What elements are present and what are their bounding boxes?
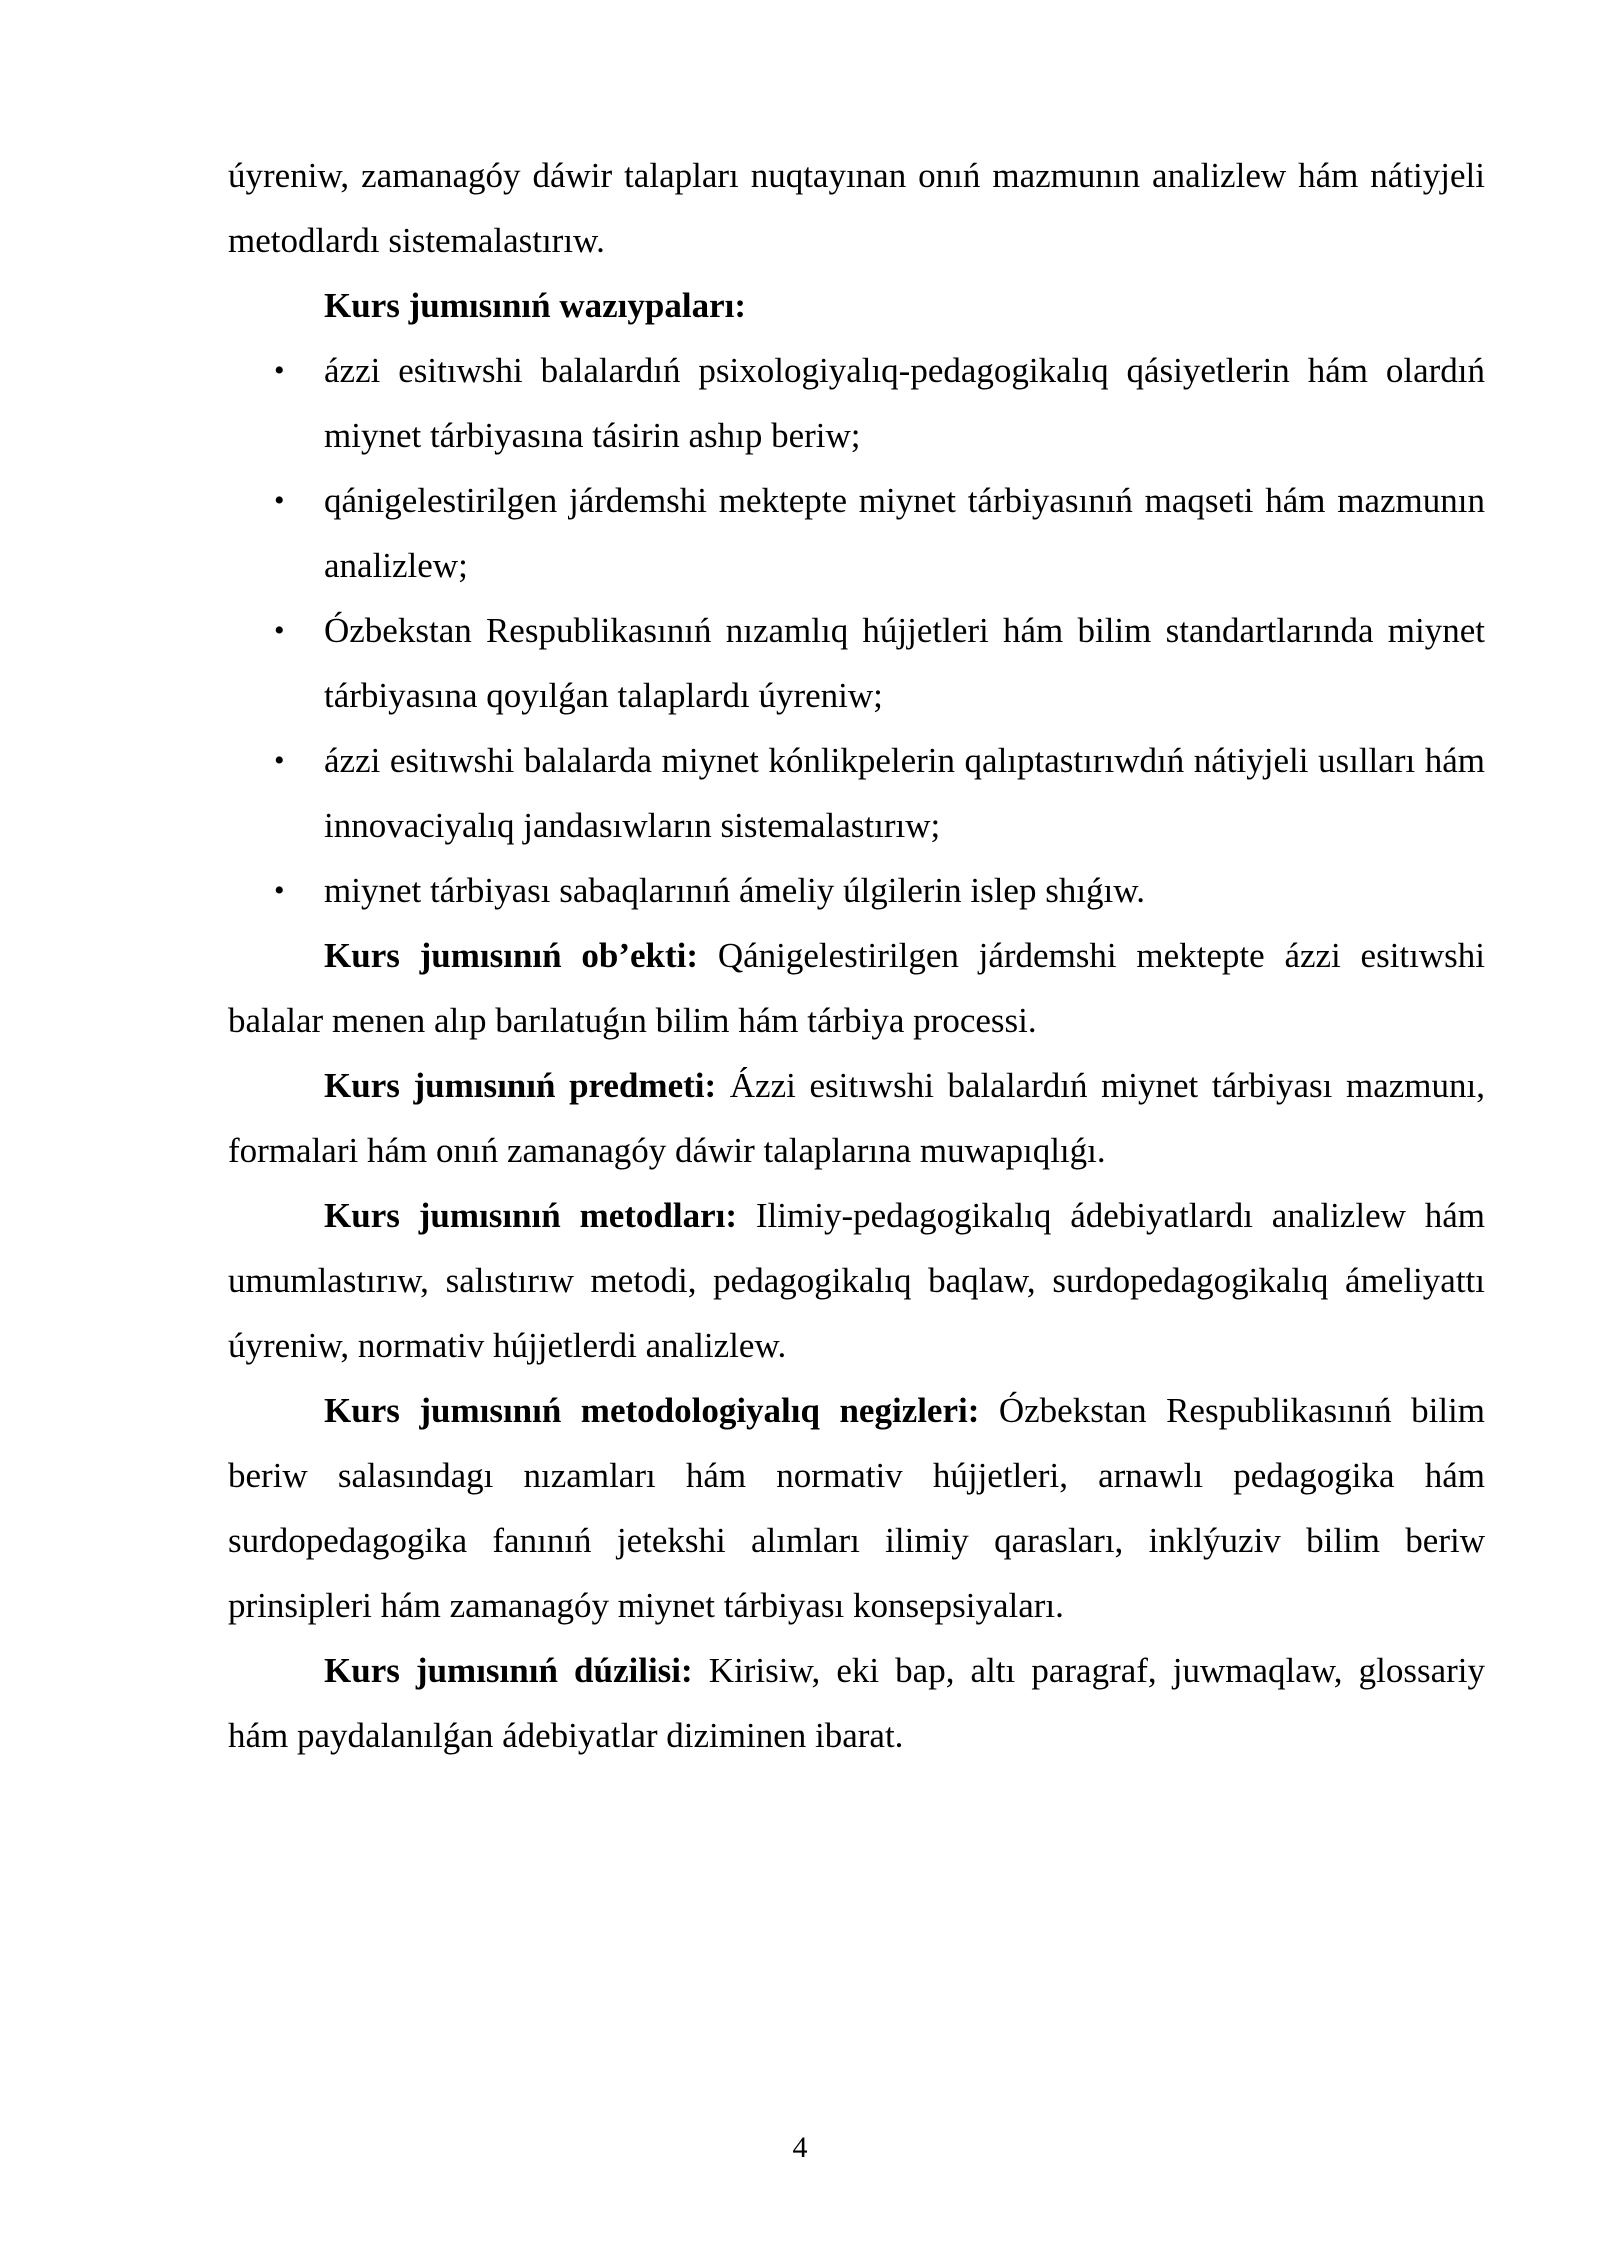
bullet-icon: •: [274, 354, 285, 387]
bullet-icon: •: [274, 874, 285, 907]
task-item-text: Ózbekstan Respublikasınıń nızamlıq hújjetleri hám bilim standartlarında miynet tárbiyasına qoyılǵan talaplardı úyreniw;: [324, 611, 1485, 715]
object-text: Qánigelestirilgen járdemshi mektepte ázzi esitıwshi balalar menen alıp barılatuǵın bilim hám tárbiya processi.: [228, 936, 1486, 1040]
object-paragraph: [228, 923, 1485, 1053]
methods-text: Ilimiy-pedagogikalıq ádebiyatlardı analizlew hám umumlastırıw, salıstırıw metodi, pedagogikalıq baqlaw, surdopedagogikalıq ámeliyattı úyreniw, normativ hújjetlerdi analizlew.: [228, 1196, 1485, 1365]
page-number: 4: [792, 2131, 808, 2164]
task-item-text: miynet tárbiyası sabaqlarınıń ámeliy úlgilerin islep shıǵıw.: [324, 871, 1146, 910]
tasks-heading: Kurs jumısınıń wazıypaları:: [324, 286, 746, 325]
document-page: [228, 143, 1485, 1768]
object-label: Kurs jumısınıń ob’ekti:: [324, 936, 699, 975]
bullet-icon: •: [274, 614, 285, 647]
structure-paragraph: [228, 1638, 1485, 1768]
task-item-text: ázzi esitıwshi balalardıń psixologiyalıq-pedagogikalıq qásiyetlerin hám olardıń miynet tárbiyasına tásirin ashıp beriw;: [324, 351, 1485, 455]
bullet-icon: •: [274, 484, 285, 517]
list-item: [274, 598, 1485, 728]
structure-label: Kurs jumısınıń dúzilisi:: [324, 1651, 693, 1690]
intro-continuation-paragraph: úyreniw, zamanagóy dáwir talapları nuqtayınan onıń mazmunın analizlew hám nátiyjeli metodlardı sistemalastırıw.: [228, 156, 1485, 260]
list-item: [274, 858, 1485, 923]
list-item: [274, 728, 1485, 858]
methods-label: Kurs jumısınıń metodları:: [324, 1196, 738, 1235]
list-item: [274, 468, 1485, 598]
task-item-text: qánigelestirilgen járdemshi mektepte miynet tárbiyasınıń maqseti hám mazmunın analizlew;: [324, 481, 1485, 585]
subject-label: Kurs jumısınıń predmeti:: [324, 1066, 717, 1105]
methodology-paragraph: [228, 1378, 1485, 1638]
bullet-icon: •: [274, 744, 285, 777]
task-item-text: ázzi esitıwshi balalarda miynet kónlikpelerin qalıptastırıwdıń nátiyjeli usılları hám innovaciyalıq jandasıwların sistemalastırıw;: [324, 741, 1485, 845]
methods-paragraph: [228, 1183, 1485, 1378]
structure-text: Kirisiw, eki bap, altı paragraf, juwmaqlaw, glossariy hám paydalanılǵan ádebiyatlar diziminen ibarat.: [228, 1651, 1486, 1755]
list-item: [274, 338, 1485, 468]
subject-paragraph: [228, 1053, 1485, 1183]
methodology-text: Ózbekstan Respublikasınıń bilim beriw salasındagı nızamları hám normativ hújjetleri, arnawlı pedagogika hám surdopedagogika fanınıń jetekshi alımları ilimiy qarasları, inklýuziv bilim beriw prinsipleri hám zamanagóy miynet tárbiyası konsepsiyaları.: [228, 1391, 1485, 1625]
subject-text: Ázzi esitıwshi balalardıń miynet tárbiyası mazmunı, formalari hám onıń zamanagóy dáwir talaplarına muwapıqlıǵı.: [228, 1066, 1486, 1170]
tasks-list: [228, 338, 1485, 923]
methodology-label: Kurs jumısınıń metodologiyalıq negizleri:: [324, 1391, 980, 1430]
